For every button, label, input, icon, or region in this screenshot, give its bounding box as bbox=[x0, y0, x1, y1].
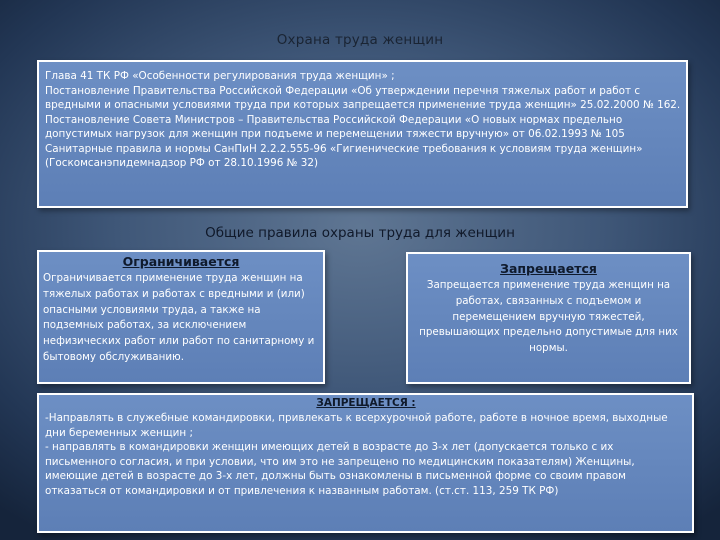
prohibited-text: Запрещается применение труда женщин на работах, связанных с подъемом и перемещением вручную тяжестей, превышающих предельно допустимые для них нормы. bbox=[419, 279, 678, 355]
restricted-box bbox=[37, 250, 325, 384]
prohibitions-heading: ЗАПРЕЩАЕТСЯ : bbox=[316, 397, 416, 409]
legal-basis-line: Постановление Правительства Российской Федерации «Об утверждении перечня тяжелых работ и работ с вредными и опасными условиями труда при которых запрещается применение труда женщин» 25.02.2000 № 162. bbox=[45, 84, 681, 111]
prohibition-item: - направлять в командировки женщин имеющих детей в возрасте до 3-х лет (допускается только с их письменного согласия, и при условии, что им это не запрещено по медицинским показателям) Женщины, имеющие детей в возрасте до 3-х лет, должны быть ознакомлены в письменной форме со своим правом отказаться от командировки и от привлечения к названным работам. (ст.ст. 113, 259 ТК РФ) bbox=[45, 441, 635, 497]
prohibited-box bbox=[406, 252, 691, 384]
restricted-heading: Ограничивается bbox=[122, 254, 240, 269]
prohibition-item: -Направлять в служебные командировки, привлекать к всерхурочной работе, работе в ночное время, выходные дни беременных женщин ; bbox=[45, 412, 668, 439]
legal-basis-line: Постановление Совета Министров – Правительства Российской Федерации «О новых нормах предельно допустимых нагрузок для женщин при подъеме и перемещении тяжести вручную» от 06.02.1993 № 105 Санитарные правила и нормы СанПиН 2.2.2.555-96 «Гигиенические требования к условиям труда женщин» (Госкомсанэпидемнадзор РФ от 28.10.1996 № 32) bbox=[45, 113, 643, 169]
slide-title: Охрана труда женщин bbox=[276, 32, 444, 48]
prohibitions-box bbox=[37, 393, 694, 533]
prohibited-heading: Запрещается bbox=[500, 261, 597, 276]
legal-basis-box bbox=[37, 60, 688, 208]
legal-basis-line: Глава 41 ТК РФ «Особенности регулирования труда женщин» ; bbox=[45, 70, 395, 82]
slide-subtitle: Общие правила охраны труда для женщин bbox=[205, 225, 515, 241]
restricted-text: Ограничивается применение труда женщин на тяжелых работах и работах с вредными и (или) опасными условиями труда, а также на подземных работах, за исключением нефизических работ или работ по санитарному и бытовому обслуживанию. bbox=[43, 272, 315, 363]
